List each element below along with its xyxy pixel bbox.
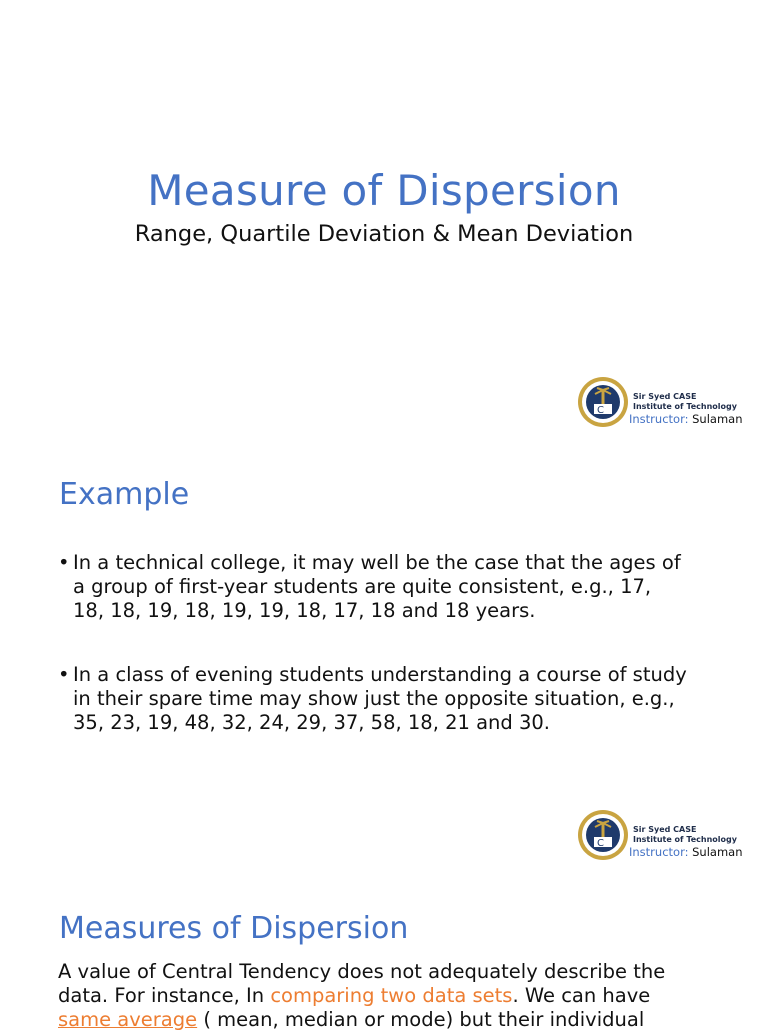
institute-seal-icon xyxy=(577,376,629,428)
institute-logo-block xyxy=(577,809,768,869)
paragraph-text: ( mean, median or mode) but their individual xyxy=(197,1008,645,1031)
bullet-line: in their spare time may show just the opposite situation, e.g., xyxy=(73,687,675,710)
bullet-line: 35, 23, 19, 48, 32, 24, 29, 37, 58, 18, 21 and 30. xyxy=(73,711,551,734)
institute-name-line1: Sir Syed CASE xyxy=(633,825,697,834)
bullet-dot: • xyxy=(58,551,70,574)
bullet-item xyxy=(58,551,748,623)
bullet-line: 18, 18, 19, 18, 19, 19, 18, 17, 18 and 18 years. xyxy=(73,599,536,622)
paragraph-text: data. For instance, In xyxy=(58,984,271,1007)
bullet-line: In a technical college, it may well be the case that the ages of xyxy=(73,551,681,574)
svg-text:C: C xyxy=(597,405,604,416)
example-heading: Example xyxy=(59,477,190,512)
instructor-name: Sulaman xyxy=(692,845,743,859)
dispersion-paragraph xyxy=(58,960,758,1032)
institute-name-line1: Sir Syed CASE xyxy=(633,392,697,401)
paragraph-line xyxy=(58,984,758,1008)
bullet-line: In a class of evening students understanding a course of study xyxy=(73,663,687,686)
instructor-label: Instructor: xyxy=(629,412,689,426)
bullet-item xyxy=(58,663,748,735)
paragraph-line: A value of Central Tendency does not adequately describe the xyxy=(58,960,666,983)
dispersion-heading: Measures of Dispersion xyxy=(59,911,409,946)
instructor-credit xyxy=(629,845,743,859)
paragraph-text: . We can have xyxy=(512,984,651,1007)
paragraph-line xyxy=(58,1008,758,1032)
slide-title: Measure of Dispersion xyxy=(147,166,621,215)
institute-name-line2: Institute of Technology xyxy=(633,402,737,411)
svg-text:C: C xyxy=(597,838,604,849)
highlight-text: same average xyxy=(58,1008,198,1031)
instructor-name: Sulaman xyxy=(692,412,743,426)
instructor-credit xyxy=(629,412,743,426)
instructor-label: Instructor: xyxy=(629,845,689,859)
institute-seal-icon xyxy=(577,809,629,861)
bullet-dot: • xyxy=(58,663,70,686)
bullet-line: a group of first-year students are quite consistent, e.g., 17, xyxy=(73,575,652,598)
slide-subtitle: Range, Quartile Deviation & Mean Deviation xyxy=(134,221,634,247)
institute-logo-block xyxy=(577,376,768,436)
institute-name-line2: Institute of Technology xyxy=(633,835,737,844)
highlight-text: comparing two data sets xyxy=(270,984,513,1007)
